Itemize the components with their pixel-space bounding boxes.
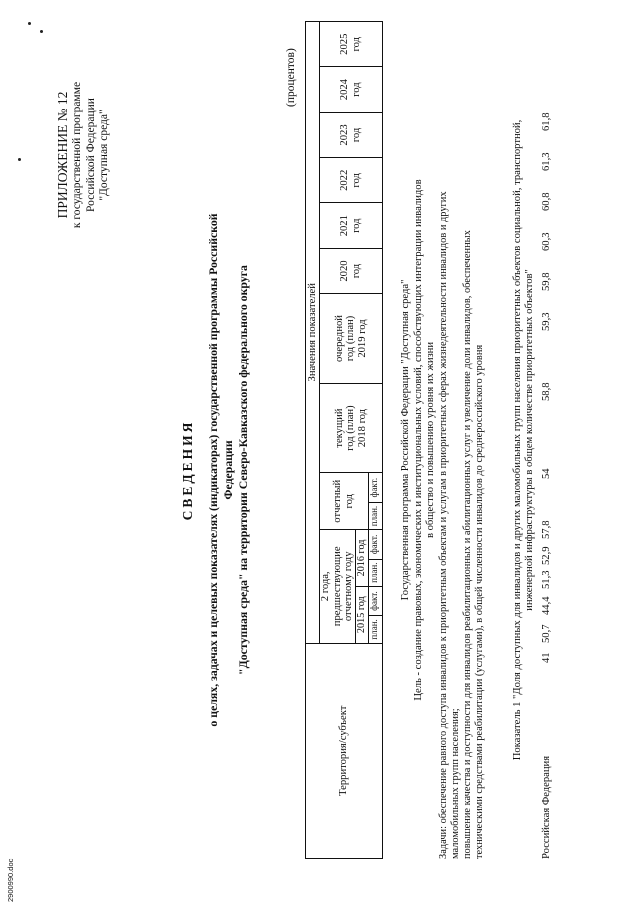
data-row xyxy=(541,21,557,859)
tasks-line: повышение качества и доступности для инвалидов реабилитационных и абилитационных услуг и увеличение доли инвалидов, обеспеченных xyxy=(462,230,473,859)
title-line: "Доступная среда" на территории Северо-Кавказского федерального округа xyxy=(236,265,250,675)
header-territory: Территория/субъект xyxy=(306,643,383,858)
value-cell: 60,8 xyxy=(541,192,552,211)
header-year: 2021 год xyxy=(320,203,383,248)
value-cell: 50,7 xyxy=(541,624,552,643)
value-cell: 41 xyxy=(541,652,552,663)
indicator-row: инженерной инфраструктуры в общем количестве приоритетных объектов" xyxy=(524,269,535,611)
value-cell: 44,4 xyxy=(541,596,552,615)
header-plan: план. xyxy=(368,616,382,643)
header-fact: факт. xyxy=(368,530,382,559)
header-current-year xyxy=(320,383,383,473)
value-cell: 51,3 xyxy=(541,570,552,589)
header-report-year: отчетный год xyxy=(320,473,369,530)
value-cell: 61,8 xyxy=(541,112,552,131)
header-year: 2024 год xyxy=(320,67,383,112)
tasks-line: Задачи: обеспечение равного доступа инвалидов к приоритетным объектам и услугам в приоритетных сферах жизнедеятельности инвалидов и других xyxy=(438,191,449,859)
goal-row: Цель - создание правовых, экономических и институциональных условий, способствующих интеграции инвалидов xyxy=(413,179,424,701)
value-cell: 52,9 xyxy=(541,546,552,565)
header-year: 2023 год xyxy=(320,112,383,157)
program-row: Государственная программа Российской Федерации "Доступная среда" xyxy=(400,279,411,601)
header-text: текущий xyxy=(333,408,345,448)
value-cell: 61,3 xyxy=(541,152,552,171)
row-territory: Российская Федерация xyxy=(541,755,552,859)
header-next-year xyxy=(320,294,383,384)
value-cell: 57,8 xyxy=(541,520,552,539)
value-cell: 58,8 xyxy=(541,382,552,401)
header-text: 2018 год xyxy=(356,408,368,448)
value-cell: 60,3 xyxy=(541,232,552,251)
tasks-block xyxy=(438,21,486,859)
header-2016: 2016 год xyxy=(355,530,368,587)
title-line: о целях, задачах и целевых показателях (индикаторах) государственной программы Российской Федерации xyxy=(206,213,235,727)
header-2015: 2015 год xyxy=(355,586,368,643)
goal-row: в общество и повышению уровня их жизни xyxy=(425,341,436,539)
value-cell: 59,8 xyxy=(541,272,552,291)
appendix-line: "Доступная среда" xyxy=(98,109,110,201)
header-text: 2 года, предшествующие xyxy=(320,546,343,627)
appendix-line: Российской Федерации xyxy=(84,98,97,212)
file-name: 2900990.doc xyxy=(6,858,15,902)
title-block xyxy=(180,205,251,735)
indicator-row: Показатель 1 "Доля доступных для инвалидов и других маломобильных групп населения приоритетных объектов социальной, транспортной, xyxy=(512,119,523,761)
header-two-years xyxy=(320,530,356,643)
tasks-line: техническими средствами реабилитации (услугами), в общей численности инвалидов до среднероссийского уровня xyxy=(474,344,485,859)
header-text: год (план) xyxy=(345,405,356,451)
header-text: 2019 год xyxy=(356,319,368,358)
value-cell: 54 xyxy=(541,468,552,479)
value-cell: 59,3 xyxy=(541,312,552,331)
appendix-line: к государственной программе xyxy=(71,81,83,229)
header-text: год (план) xyxy=(345,315,356,362)
header-year: 2020 год xyxy=(320,248,383,293)
header-text: очередной xyxy=(333,315,345,362)
header-fact: факт. xyxy=(368,473,382,502)
appendix-number: ПРИЛОЖЕНИЕ № 12 xyxy=(55,91,70,219)
header-year: 2025 год xyxy=(320,22,383,67)
header-plan: план. xyxy=(368,502,382,529)
header-fact: факт. xyxy=(368,586,382,615)
document-title: СВЕДЕНИЯ xyxy=(180,419,195,521)
units-label: (процентов) xyxy=(285,48,297,107)
header-text: отчетному году xyxy=(343,551,354,622)
header-plan: план. xyxy=(368,559,382,586)
header-year: 2022 год xyxy=(320,158,383,203)
appendix-block xyxy=(54,15,112,295)
indicators-table xyxy=(305,21,383,859)
header-values-group: Значения показателей xyxy=(306,22,320,644)
tasks-line: маломобильных групп населения; xyxy=(450,708,461,859)
